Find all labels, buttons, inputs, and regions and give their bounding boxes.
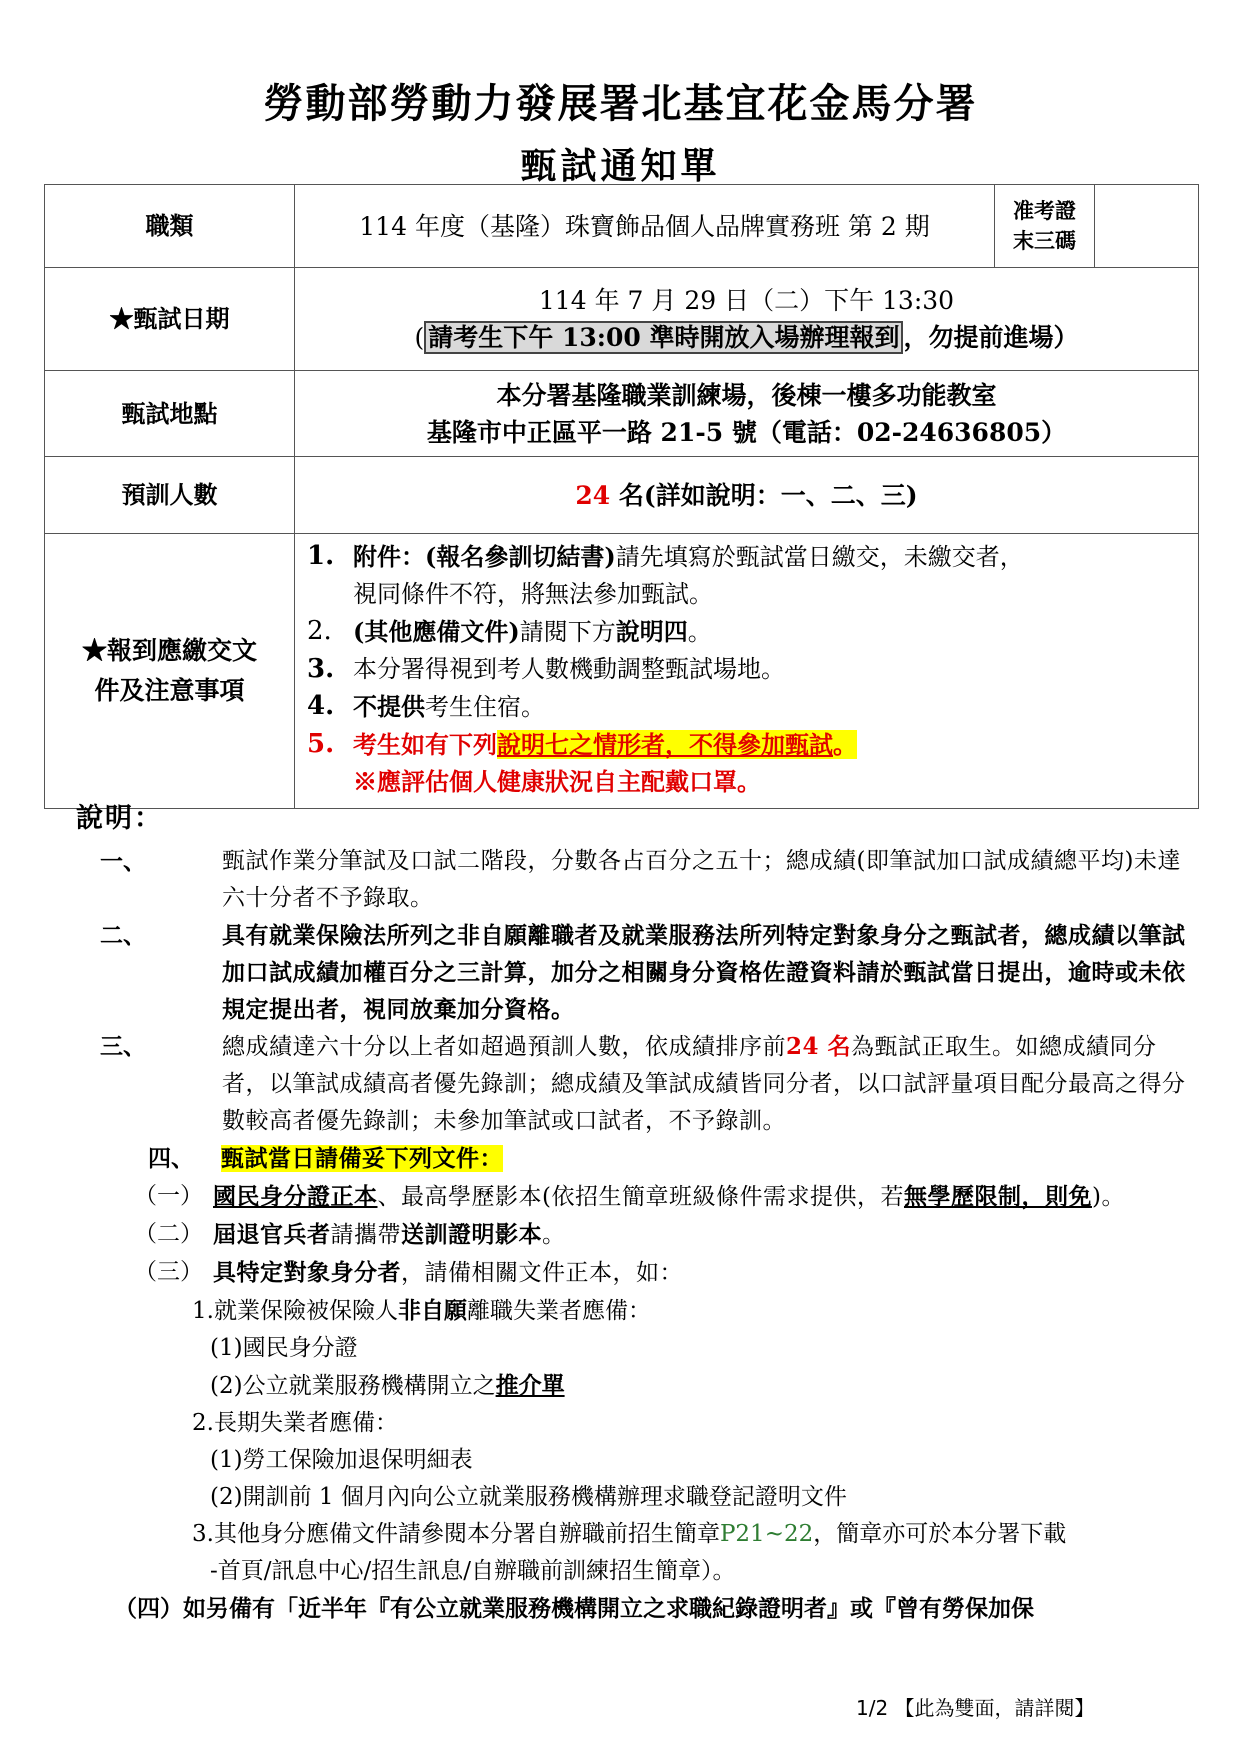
label-exam-date: ★甄試日期 [45,268,295,371]
page-footer: 1/2 【此為雙面，請詳閱】 [856,1696,1095,1720]
exam-datetime: 114 年 7 月 29 日（二）下午 13:30 [538,286,955,315]
document-title: 甄試通知單 [520,145,721,187]
required-doc-1: （一） 國民身分證正本、最高學歷影本(依招生簡章班級條件需求提供，若無學歷限制，則免)。 [134,1183,1125,1210]
exam-info-table [44,184,1199,809]
explanation-title: 說明： [76,803,163,834]
value-job-category: 114 年度（基隆）珠寶飾品個人品牌實務班 第 2 期 [295,185,995,268]
label-exam-location: 甄試地點 [45,371,295,457]
row-exam-date [45,268,1199,371]
special-status-2-doc-1: (1)勞工保險加退保明細表 [210,1447,473,1473]
explanation-item-2: 二、 具有就業保險法所列之非自願離職者及就業服務法所列特定對象身分之甄試者，總成績以筆試加口試成績加權百分之三計算，加分之相關身分資格佐證資料請於甄試當日提出，逾時或未依規定提出者，視同放棄加分資格。 [100,922,1186,1023]
special-status-3-path: -首頁/訊息中心/招生訊息/自辦職前訓練招生簡章）。 [210,1558,736,1584]
explanation-item-4: 四、 甄試當日請備妥下列文件： [148,1145,503,1172]
org-title: 勞動部勞動力發展署北基宜花金馬分署 [263,80,978,127]
row-checkin-notes [45,534,1199,809]
value-exam-date [295,268,1199,371]
exam-checkin-note: ( 請考生下午 13:00 準時開放入場辦理報到 ，勿提前進場） [414,323,1079,352]
special-status-2-doc-2: (2)開訓前 1 個月內向公立就業服務機構辦理求職登記證明文件 [210,1484,847,1510]
value-ticket-number [1095,185,1199,268]
required-doc-3: （三） 具特定對象身分者，請備相關文件正本，如： [134,1259,683,1286]
value-trainee-count: 24 名(詳如說明：一、二、三) [295,457,1199,534]
required-doc-2: （二） 屆退官兵者請攜帶送訓證明影本。 [134,1221,566,1248]
special-status-1-doc-1: (1)國民身分證 [210,1335,358,1361]
label-ticket-number: 准考證 末三碼 [995,185,1095,268]
explanation-section [44,800,1194,1627]
special-status-2: 2.長期失業者應備： [192,1410,398,1436]
label-checkin-notes: ★報到應繳交文 件及注意事項 [45,534,295,809]
special-status-1: 1.就業保險被保險人非自願離職失業者應備： [192,1297,651,1324]
checkin-notes-list: 1. 附件：(報名參訓切結書)請先填寫於甄試當日繳交，未繳交者， 視同條件不符，將無法參加甄試。 2. (其他應備文件)請閱下方說明四。 3. 本分署得視到考人數機動調整甄試場地。 4. 不提供考生住宿。 5. 考生如有下列說明七之情形者，不得參加甄試。 ※應評估個人健康狀況自主配戴口罩。 [295,534,1199,809]
special-status-3: 3.其他身分應備文件請參閱本分署自辦職前招生簡章P21~22，簡章亦可於本分署下載 [192,1521,1067,1547]
value-exam-location: 本分署基隆職業訓練場，後棟一樓多功能教室 基隆市中正區平一路 21-5 號（電話：02-24636805） [295,371,1199,457]
note-5: 5. 考生如有下列說明七之情形者，不得參加甄試。 [307,729,857,759]
mask-note: ※應評估個人健康狀況自主配戴口罩。 [353,767,761,796]
note-2: 2. (其他應備文件)請閱下方說明四。 [307,616,712,646]
note-1: 1. 附件：(報名參訓切結書)請先填寫於甄試當日繳交，未繳交者， [307,541,1024,571]
note-4: 4. 不提供考生住宿。 [307,691,545,721]
row-trainee-count [45,457,1199,534]
row-exam-location [45,371,1199,457]
special-status-1-doc-2: (2)公立就業服務機構開立之推介單 [210,1372,565,1399]
row-job-category [45,185,1199,268]
note-3: 3. 本分署得視到考人數機動調整甄試場地。 [307,654,785,684]
required-doc-4: （四） 如另備有「近半年『有公立就業服務機構開立之求職紀錄證明者』或『曾有勞保加保 [114,1595,1034,1622]
explanation-item-1: 一、 甄試作業分筆試及口試二階段，分數各占百分之五十；總成績(即筆試加口試成績總平均)未達六十分者不予錄取。 [100,848,1181,911]
trainee-count-number: 24 [575,480,611,510]
label-trainee-count: 預訓人數 [45,457,295,534]
label-job-category: 職類 [45,185,295,268]
explanation-item-3: 三、 總成績達六十分以上者如超過預訓人數，依成績排序前24 名為甄試正取生。如總成績同分者，以筆試成績高者優先錄訓；總成績及筆試成績皆同分者，以口試評量項目配分最高之得分數較高者優先錄訓；未參加筆試或口試者，不予錄訓。 [100,1033,1186,1134]
